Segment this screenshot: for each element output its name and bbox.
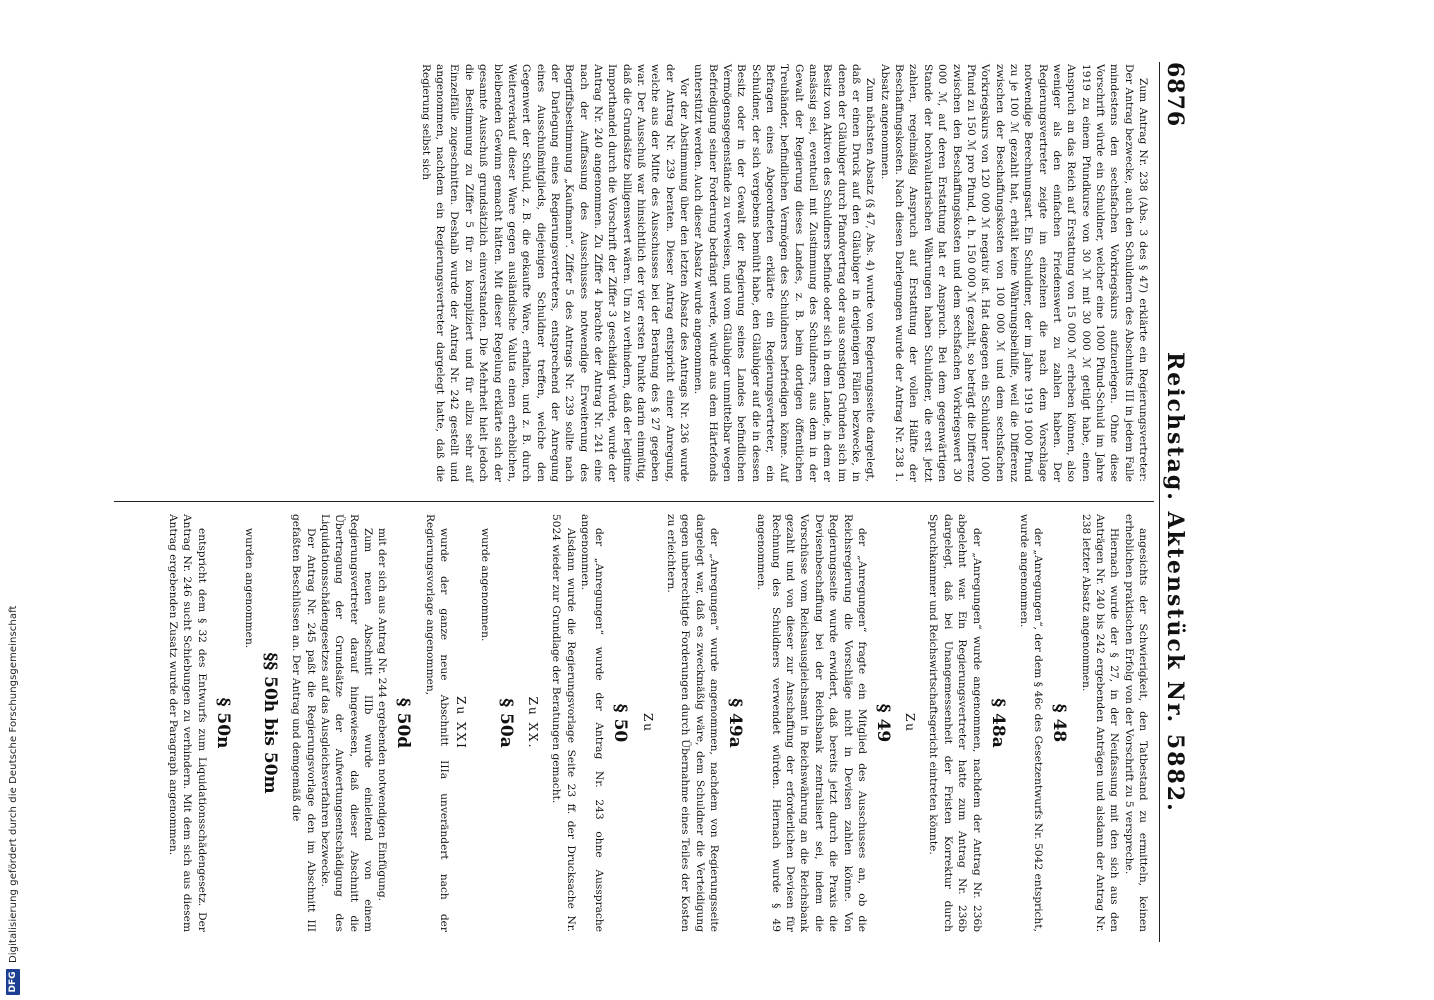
rotated-page <box>110 62 1190 942</box>
dfg-logo: DFG <box>6 969 20 995</box>
paragraph: Zum Antrag Nr. 238 (Abs. 3 des § 47) erklärte ein Regierungsvertreter: Der Antrag bezwecke, auch den Schuldnern des Abschnitts III in jedem Falle mindestens den sechsfachen Vorkriegskurs aufzuerlegen. Ohne diese Vorschrift würde ein Schuldner, welcher eine 1000 Pfund-Schuld im Jahre 1919 zu einem Pfundkurse von 30 ℳ mit 30 000 ℳ getilgt habe, einen Anspruch an das Reich auf Erstattung von 15 000 ℳ erheben können, also weniger als den einfachen Friedenswert zu zahlen haben. Der Regierungsvertreter zeigte im einzelnen die nach dem Vorschlage notwendige Berechnungsart. Ein Schuldner, der im Jahre 1919 1000 Pfund zu je 100 ℳ gezahlt hat, erhält keine Währungsbeihilfe, weil die Differenz zwischen der Beschaffungskosten von 100 000 ℳ und dem sechsfachen Vorkriegskurs von 120 000 ℳ negativ ist. Hat dagegen ein Schuldner 1000 Pfund zu 150 ℳ pro Pfund, d. h. 150 000 ℳ gezahlt, so beträgt die Differenz zwischen den Beschaffungskosten und dem sechsfachen Vorkriegswert 30 000 ℳ, auf deren Erstattung hat er Anspruch. Bei dem gegenwärtigen Stande der hochvalutarischen Währungen haben Schuldner, die erst jetzt zahlen, regelmäßig Anspruch auf Erstattung der vollen Hälfte der Beschaffungskosten. Nach diesen Darlegungen wurde der Antrag Nr. 238 1. Absatz angenommen. <box>878 64 1149 482</box>
paragraph: der „Anregungen“ fragte ein Mitglied des Ausschusses an, ob die Reichsregierung die Vorschläge nicht in Devisen zahlen könne. Von Regierungsseite wurde erwidert, daß bereits jetzt durch die Praxis die Devisenbeschaffung bei der Reichsbank zentralisiert sei, indem die Vorschüsse vom Reichsausgleichsamt in Reichswährung an die Reichsbank gezahlt und von dieser zur Anschaffung der erforderlichen Devisen für Rechnung des Schuldners verwendet würden. Hiernach wurde § 49 angenommen. <box>755 514 868 932</box>
page-title: Reichstag. Aktenstück Nr. 5882. <box>1162 352 1188 813</box>
page-number: 6876 <box>1162 62 1188 128</box>
paragraph: Zum neuen Abschnitt IIIb wurde einleitend von einem Regierungsvertreter darauf hingewiesen, daß dieser Abschnitt die Übertragung der Grundsätze der Aufwertungsentschädigung des Liquidationsschädengesetzes auf das Ausgleichsverfahren bezwecke. <box>319 514 375 932</box>
section-heading: § 49a <box>725 698 746 748</box>
document-page <box>110 62 1190 942</box>
section-heading: §§ 50h bis 50m <box>260 652 281 794</box>
paragraph: entspricht dem § 32 des Entwurfs zum Liquidationsschädengesetz. Der Antrag Nr. 246 sucht Schiebungen zu verhindern. Mit dem sich aus diesem Antrag ergebenden Zusatz wurde der Paragraph angenommen. <box>166 514 208 932</box>
section-intro: Zu XX. <box>526 696 541 750</box>
section-intro: Zu <box>903 712 918 734</box>
paragraph: Der Antrag Nr. 245 paßt die Regierungsvorlage den im Abschnitt III gefaßten Beschlüssen an. Der Antrag und demgemäß die <box>290 514 317 932</box>
running-head <box>1159 62 1190 942</box>
right-column <box>166 514 1150 932</box>
paragraph: Hiernach wurde der § 27, in der Neufassung mit den sich aus den Anträgen Nr. 240 bis 242 ergebenden Anträgen und alsdann der Antrag Nr. 238 letzter Absatz angenommen. <box>1079 514 1121 932</box>
section-heading: § 48a <box>987 698 1008 748</box>
section-heading: § 48 <box>1049 703 1070 743</box>
column-divider <box>114 501 1154 502</box>
paragraph: wurde der ganze neue Abschnitt IIIa unverändert nach der Regierungsvorlage angenommen, <box>423 514 451 932</box>
left-column <box>418 64 1150 482</box>
section-heading: § 50a <box>495 698 516 748</box>
section-intro: Zu <box>640 712 655 734</box>
paragraph: mit der sich aus Antrag Nr. 244 ergebenden notwendigen Einfügung. <box>376 528 389 901</box>
section-intro: Zu XXI <box>454 696 469 750</box>
section-heading: § 50n <box>212 697 233 749</box>
section-heading: § 49 <box>872 703 893 743</box>
credit-text: Digitalisierung gefördert durch die Deutsche Forschungsgemeinschaft <box>7 605 19 963</box>
paragraph: Alsdann wurde die Regierungsvorlage Seite 23 ff. der Drucksache Nr. 5024 wieder zur Grundlage der Beratungen gemacht. <box>550 514 577 932</box>
paragraph: der „Anregungen“ wurde angenommen, nachdem von Regierungsseite dargelegt war, daß es zweckmäßig wäre, dem Schuldner die Verteidigung gegen unberechtigte Forderungen durch Übernahme eines Teiles der Kosten zu erleichtern. <box>665 514 721 932</box>
paragraph: der „Anregungen“ wurde angenommen, nachdem der Antrag Nr. 236b abgelehnt war. Ein Regierungsvertreter hatte zum Antrag Nr. 236b dargelegt, daß bei Unangemessenheit der Fristen Korrektur durch Spruchkammer und Reichswirtschaftsgericht eintreten könnte. <box>927 514 983 932</box>
section-heading: § 50d <box>393 697 414 749</box>
section-heading: § 50 <box>610 703 631 743</box>
paragraph: wurde angenommen. <box>478 528 491 642</box>
paragraph: Vor der Abstimmung über den letzten Absatz des Antrags Nr. 236 wurde der Antrag Nr. 239 beraten. Dieser Antrag entspricht einer Anregung, welche aus der Mitte des Ausschusses bei der Beratung des § 27 gegeben war. Der Ausschuß war hinsichtlich der vier ersten Punkte darin einmütig, daß die Grundsätze billigenswert wären. Um zu verhindern, daß der legitime Importhandel durch die Vorschrift der Ziffer 3 geschädigt würde, wurde der Antrag Nr. 240 angenommen. Zu Ziffer 4 brachte der Antrag Nr. 241 eine nach der Auffassung des Ausschusses notwendige Erweiterung des Begriffsbestimmung „Kaufmann“. Ziffer 5 des Antrags Nr. 239 sollte nach der Darlegung eines Regierungsvertreters, entsprechend der Anregung eines Ausschußmitglieds, diejenigen Schuldner treffen, welche den Gegenwert der Schuld, z. B. die gekaufte Ware, erhalten, und z. B. durch Weiterverkauf dieser Ware gegen ausländische Valuta einen erheblichen, bleibenden Gewinn gemacht hätten. Mit dieser Regelung erklärte sich der gesamte Ausschuß grundsätzlich einverstanden. Die Mehrheit hielt jedoch die Bestimmung zu Ziffer 5 für zu kompliziert und für allzu sehr auf Einzelfälle zugeschnitten. Deshalb wurde der Antrag Nr. 242 gestellt und angenommen, nachdem ein Regierungsvertreter dargelegt hatte, daß die Regierung selbst sich <box>419 64 690 482</box>
paragraph: angesichts der Schwierigkeit, den Tatbestand zu ermitteln, keinen erheblichen praktischen Erfolg von der Vorschrift zu 5 verspreche. <box>1122 514 1149 932</box>
paragraph: der „Anregungen“ wurde der Antrag Nr. 243 ohne Aussprache angenommen. <box>579 514 606 932</box>
paragraph: Zum nächsten Absatz (§ 47, Abs. 4) wurde von Regierungsseite dargelegt, daß er einen Druck auf den Gläubiger in denjenigen Fällen bezwecke, in denen der Gläubiger durch Pfandvertrag oder aus sonstigen Gründen sich im Besitz von Aktiven des Schuldners befinde oder sich in dem Lande, in dem er ansässig sei, eventuell mit Zustimmung des Schuldners, aus dem in der Gewalt der Regierung dieses Landes, z. B. beim dortigen öffentlichen Treuhänder, befindlichen Vermögen des Schuldners befriedigen könne. Auf Befragen eines Abgeordneten erklärte ein Regierungsvertreter, ein Schuldner, der sich vergebens bemüht habe, den Gläubiger auf die in dessen Besitz oder in der Gewalt der Regierung seines Landes befindlichen Vermögensgegenstände zu verweisen, und vom Gläubiger unmittelbar wegen Befriedigung seiner Forderung bedrängt werde, würde aus dem Härtefonds unterstützt werden. Auch dieser Absatz wurde angenommen. <box>692 64 877 482</box>
paragraph: der „Anregungen“, der dem § 46c des Gesetzentwurfs Nr. 5042 entspricht, wurde angenommen. <box>1017 514 1045 932</box>
paragraph: wurden angenommen. <box>243 528 256 649</box>
digitization-credit <box>2 0 24 995</box>
